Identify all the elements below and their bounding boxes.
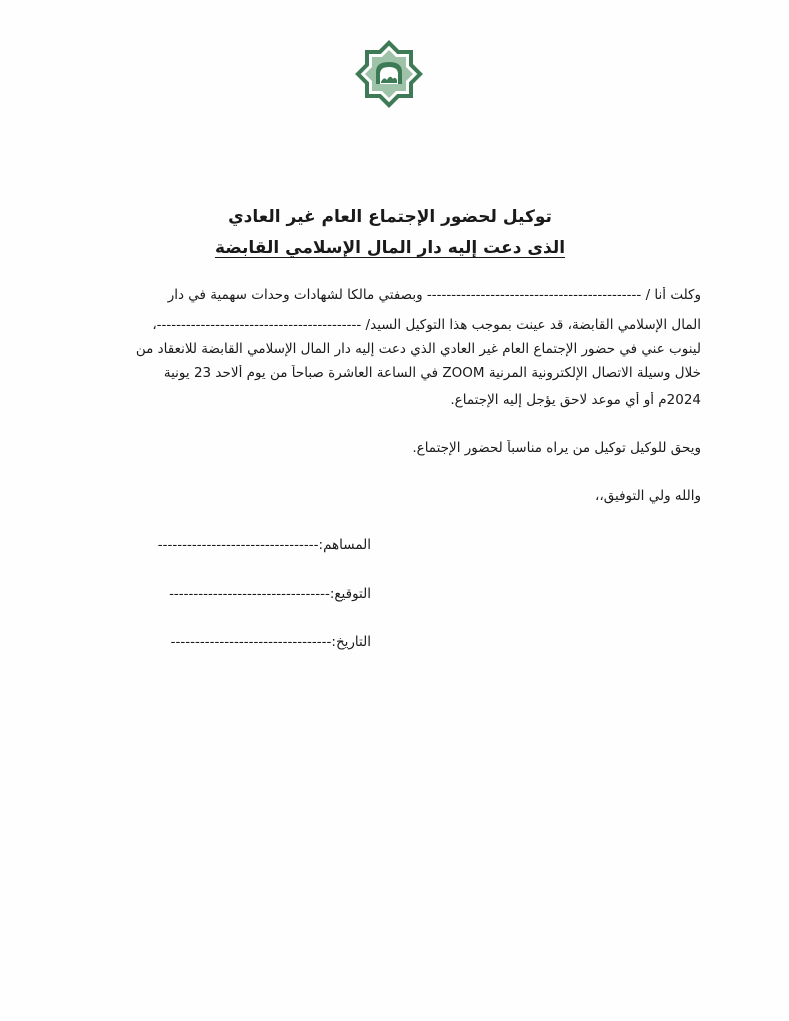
signature-field: التوقيع:--------------------------------- [169, 586, 371, 602]
date-field: التاريخ:--------------------------------- [170, 634, 371, 650]
body-line-3: لينوب عني في حضور الإجتماع العام غير العادي الذي دعت إليه دار المال الإسلامي القابضة للانعقاد من [135, 341, 701, 357]
body-line-2: المال الإسلامي القابضة، قد عينت بموجب هذا التوكيل السيد/ ------------------------------------------، [152, 317, 701, 333]
closing-paragraph: والله ولي التوفيق،، [595, 488, 701, 504]
subtitle-text: الذى دعت إليه دار المال الإسلامي القابضة [214, 238, 566, 258]
shareholder-field: المساهم:--------------------------------- [157, 537, 371, 553]
document-subtitle [150, 238, 630, 258]
arch-star-emblem-icon [355, 40, 423, 108]
body-line-1: وكلت أنا / -------------------------------------------- وبصفتي مالكا لشهادات وحدات سهمية في دار [167, 287, 701, 303]
delegation-paragraph: ويحق للوكيل توكيل من يراه مناسباً لحضور الإجتماع. [412, 440, 701, 456]
document-title: توكيل لحضور الإجتماع العام غير العادي [228, 207, 552, 227]
body-line-4: خلال وسيلة الاتصال الإلكترونية المرنية ZOOM في الساعة العاشرة صباحاً من يوم ألاحد 23 يونية [163, 365, 701, 381]
body-line-5: 2024م أو أي موعد لاحق يؤجل إليه الإجتماع. [450, 392, 701, 408]
